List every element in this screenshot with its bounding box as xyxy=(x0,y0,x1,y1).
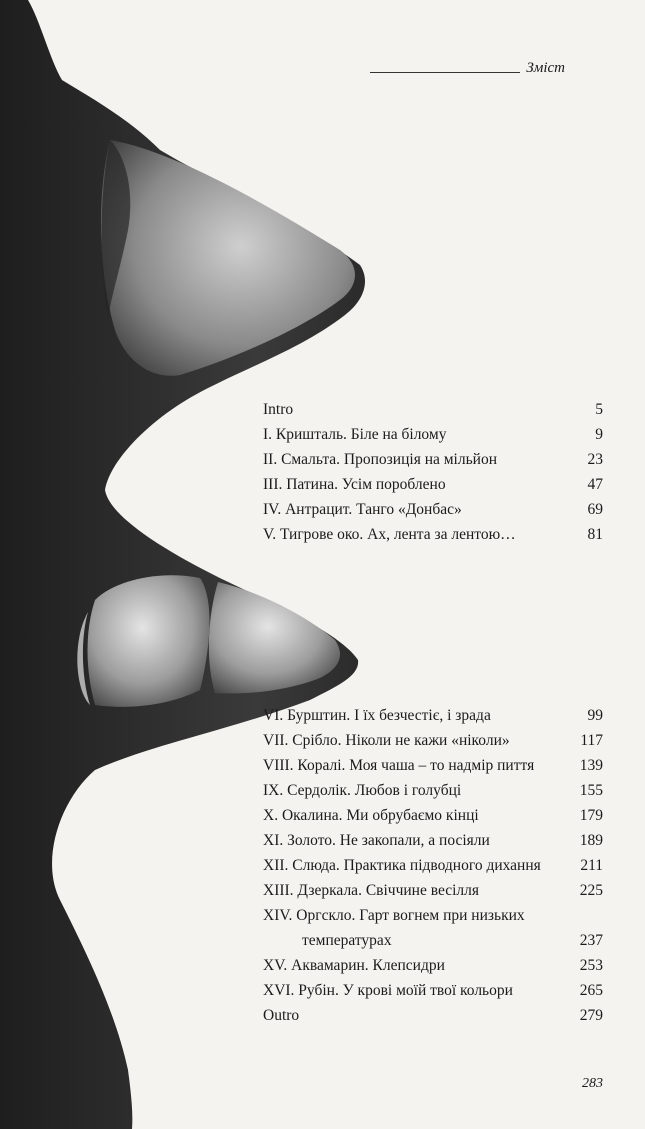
toc-row[interactable] xyxy=(263,397,603,422)
toc-title: XIV. Оргскло. Гарт вогнем при низьких xyxy=(263,907,525,924)
toc-row[interactable] xyxy=(263,953,603,978)
toc-page-number: 225 xyxy=(579,882,603,899)
toc-row[interactable] xyxy=(263,828,603,853)
toc-row[interactable] xyxy=(263,472,603,497)
toc-row[interactable] xyxy=(263,853,603,878)
toc-row[interactable] xyxy=(263,978,603,1003)
toc-title: І. Кришталь. Біле на білому xyxy=(263,426,447,443)
toc-row[interactable] xyxy=(263,803,603,828)
toc-row[interactable] xyxy=(263,1003,603,1028)
toc-row[interactable] xyxy=(263,522,603,547)
toc-page-number: 23 xyxy=(587,451,603,468)
toc-page-number: 179 xyxy=(579,807,603,824)
toc-title: VII. Срібло. Ніколи не кажи «ніколи» xyxy=(263,732,510,749)
toc-row[interactable] xyxy=(263,497,603,522)
toc-title: IV. Антрацит. Танго «Донбас» xyxy=(263,501,462,518)
toc-title: XI. Золото. Не закопали, а посіяли xyxy=(263,832,490,849)
toc-title: XII. Слюда. Практика підводного дихання xyxy=(263,857,541,874)
toc-row[interactable] xyxy=(263,422,603,447)
toc-page-number: 155 xyxy=(579,782,603,799)
toc-page-number: 237 xyxy=(579,932,603,949)
toc-page-number: 211 xyxy=(580,857,603,874)
toc-page-number: 265 xyxy=(579,982,603,999)
toc-page-number: 9 xyxy=(595,426,603,443)
toc-title: Outro xyxy=(263,1007,300,1024)
toc-page-number: 139 xyxy=(579,757,603,774)
section-title: Зміст xyxy=(526,60,565,76)
toc-group-2 xyxy=(263,703,603,1028)
toc-title: XVI. Рубін. У крові моїй твої кольори xyxy=(263,982,513,999)
toc-page-number: 189 xyxy=(579,832,603,849)
toc-page-number: 81 xyxy=(587,526,603,543)
toc-row[interactable] xyxy=(263,928,603,953)
toc-page-number: 117 xyxy=(580,732,603,749)
toc-title: ІІ. Смальта. Пропозиція на мільйон xyxy=(263,451,498,468)
header-rule xyxy=(370,72,520,73)
toc-page-number: 253 xyxy=(579,957,603,974)
toc-title: VIII. Коралі. Моя чаша – то надмір пиття xyxy=(263,757,535,774)
toc-title: XV. Аквамарин. Клепсидри xyxy=(263,957,445,974)
toc-title: VI. Бурштин. І їх безчестіє, і зрада xyxy=(263,707,491,724)
toc-page-number: 99 xyxy=(587,707,603,724)
toc-title-continuation: температурах xyxy=(302,932,392,949)
toc-group-1 xyxy=(263,397,603,547)
toc-title: XIII. Дзеркала. Свіччине весілля xyxy=(263,882,479,899)
toc-title: IX. Сердолік. Любов і голубці xyxy=(263,782,462,799)
toc-page-number: 47 xyxy=(587,476,603,493)
toc-row[interactable] xyxy=(263,447,603,472)
toc-row[interactable] xyxy=(263,878,603,903)
toc-row[interactable] xyxy=(263,903,603,928)
running-header xyxy=(370,60,565,77)
toc-row[interactable] xyxy=(263,778,603,803)
toc-title: V. Тигрове око. Ах, лента за лентою… xyxy=(263,526,516,543)
toc-title: X. Окалина. Ми обрубаємо кінці xyxy=(263,807,479,824)
toc-row[interactable] xyxy=(263,703,603,728)
toc-row[interactable] xyxy=(263,753,603,778)
toc-title: ІІІ. Патина. Усім пороблено xyxy=(263,476,446,493)
page-number: 283 xyxy=(582,1076,603,1091)
toc-page-number: 5 xyxy=(595,401,603,418)
toc-page-number: 279 xyxy=(579,1007,603,1024)
toc-title: Intro xyxy=(263,401,294,418)
toc-row[interactable] xyxy=(263,728,603,753)
toc-page-number: 69 xyxy=(587,501,603,518)
